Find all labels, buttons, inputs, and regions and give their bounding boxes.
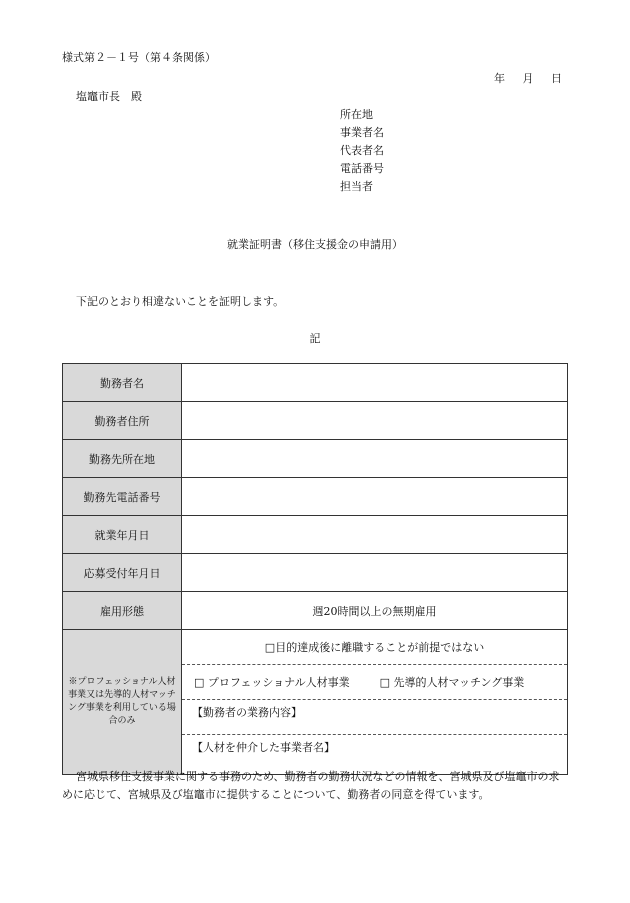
field-business-name-label: 事業者名 [340,126,384,139]
table-row [63,516,568,554]
row-label-application-date: 応募受付年月日 [63,554,182,592]
form-number: 様式第２－１号（第４条関係） [62,51,216,64]
addressee: 塩竈市長 殿 [76,90,142,103]
professional-section [182,630,568,775]
consent-footer: 宮城県移住支援事業に関する事務のため、勤務者の勤務状況などの情報を、宮城県及び塩竈市の求めに応じて、宮城県及び塩竈市に提供することについて、勤務者の同意を得ています。 [62,770,560,801]
worker-address-field[interactable] [182,402,568,440]
row-label-workplace-phone: 勤務先電話番号 [63,478,182,516]
professional-note: ※プロフェッショナル人材事業又は先導的人材マッチング事業を利用している場合のみ [63,630,182,775]
employment-date-field[interactable] [182,516,568,554]
application-date-field[interactable] [182,554,568,592]
checkbox-leading-matching[interactable]: □ 先導的人材マッチング事業 [379,676,525,689]
employment-table [62,363,568,775]
table-row [63,402,568,440]
duties-field[interactable] [182,700,567,735]
table-row [63,440,568,478]
agent-label: 【人材を仲介した事業者名】 [192,741,335,754]
table-row [63,592,568,630]
field-address-label: 所在地 [340,108,373,121]
document-title: 就業証明書（移住支援金の申請用） [227,238,403,251]
checkbox-not-premise[interactable] [182,630,567,665]
worker-name-field[interactable] [182,364,568,402]
certification-statement: 下記のとおり相違ないことを証明します。 [76,295,285,308]
checkbox-not-premise-label: □目的達成後に離職することが前提ではない [264,641,485,654]
workplace-address-field[interactable] [182,440,568,478]
table-row [63,364,568,402]
field-contact-person-label: 担当者 [340,180,373,193]
table-row [63,478,568,516]
row-label-worker-address: 勤務者住所 [63,402,182,440]
employment-type-value: 週20時間以上の無期雇用 [182,592,568,630]
field-representative-label: 代表者名 [340,144,384,157]
workplace-phone-field[interactable] [182,478,568,516]
row-label-employment-type: 雇用形態 [63,592,182,630]
table-row-professional [63,630,568,775]
row-label-worker-name: 勤務者名 [63,364,182,402]
row-label-employment-date: 就業年月日 [63,516,182,554]
table-row [63,554,568,592]
ki-mark: 記 [309,332,321,345]
duties-label: 【勤務者の業務内容】 [192,706,302,719]
date-line: 年 月 日 [494,72,562,85]
program-checkboxes [182,665,567,700]
field-phone-label: 電話番号 [340,162,384,175]
row-label-workplace-address: 勤務先所在地 [63,440,182,478]
checkbox-professional[interactable]: □ プロフェッショナル人材事業 [194,676,350,689]
